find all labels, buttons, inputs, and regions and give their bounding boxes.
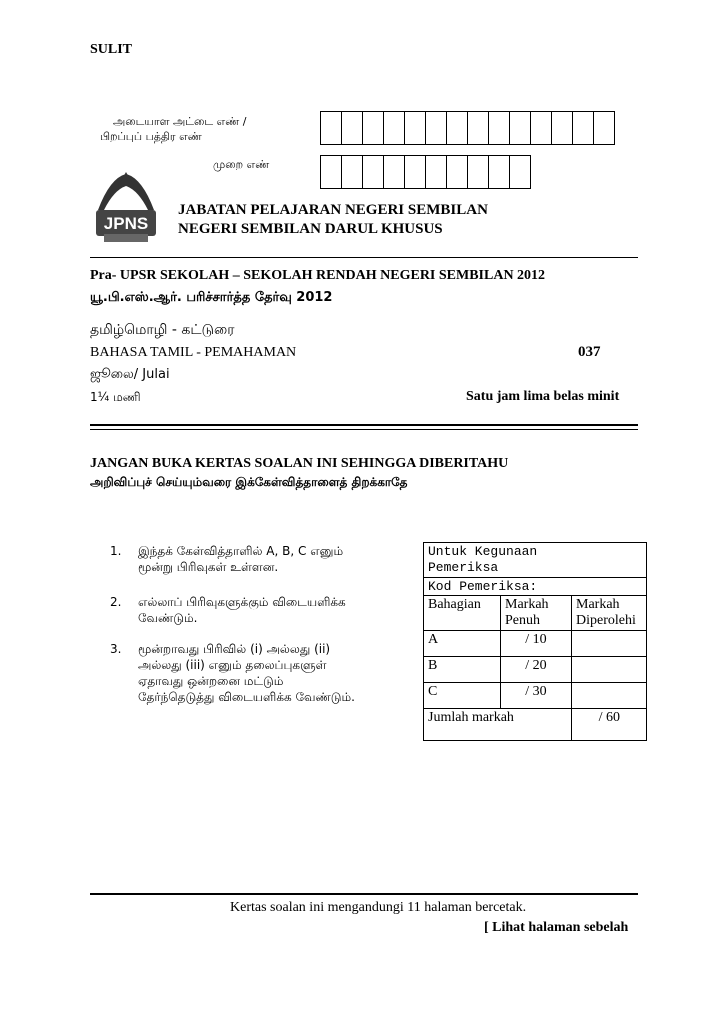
warning-tamil: அறிவிப்புச் செய்யும்வரை இக்கேள்வித்தாளைத் திறக்காதே (90, 475, 408, 489)
column-header-obtained-2: Diperolehi (576, 613, 636, 628)
column-header-full-1: Markah (505, 597, 549, 612)
index-number-label: முறை எண் (213, 158, 270, 171)
instruction-number: 1. (110, 544, 122, 558)
examiner-title-2: Pemeriksa (428, 560, 499, 575)
exam-month: ஜூலை/ Julai (90, 367, 170, 382)
column-header-obtained-1: Markah (576, 597, 620, 612)
logo-text: JPNS (103, 214, 149, 233)
section-cell: C (424, 683, 501, 709)
candidate-id-label-2: பிறப்புப் பத்திர எண் (100, 130, 202, 143)
subject-malay: BAHASA TAMIL - PEMAHAMAN (90, 345, 297, 360)
double-rule-top (90, 424, 638, 426)
duration-text: Satu jam lima belas minit (466, 389, 620, 404)
candidate-id-label-1: அடையாள அட்டை எண் / (113, 115, 247, 128)
column-header-obtained (572, 596, 647, 631)
double-rule-bottom (90, 429, 638, 430)
instruction-line: தேர்ந்தெடுத்து விடையளிக்க வேண்டும். (138, 690, 355, 704)
column-header-full-marks (501, 596, 572, 631)
column-header-section: Bahagian (424, 596, 501, 631)
instruction-line: மூன்றாவது பிரிவில் (i) அல்லது (ii) (138, 642, 331, 656)
examiner-marks-table (423, 542, 647, 741)
instruction-line: மூன்று பிரிவுகள் உள்ளன. (138, 560, 279, 574)
instruction-line: இந்தக் கேள்வித்தாளில் A, B, C எனும் (138, 544, 344, 558)
obtained-marks-cell[interactable] (572, 683, 647, 709)
examiner-header (424, 543, 647, 578)
index-number-boxes[interactable] (320, 155, 531, 189)
column-header-full-2: Penuh (505, 613, 540, 628)
instruction-line: அல்லது (iii) எனும் தலைப்புகளுள் (138, 658, 327, 672)
sulit-label: SULIT (90, 42, 133, 57)
section-cell: B (424, 657, 501, 683)
jpns-logo (88, 168, 164, 248)
page-count-note: Kertas soalan ini mengandungi 11 halaman bercetak. (230, 900, 527, 915)
exam-title-tamil: யூ.பி.எஸ்.ஆர். பரிச்சார்த்த தேர்வு 2012 (90, 290, 333, 305)
examiner-code-field[interactable]: Kod Pemeriksa: (424, 578, 647, 596)
exam-title-malay: Pra- UPSR SEKOLAH – SEKOLAH RENDAH NEGERI SEMBILAN 2012 (90, 268, 546, 283)
full-marks-cell: / 30 (501, 683, 572, 709)
table-row (424, 683, 647, 709)
subject-tamil: தமிழ்மொழி - கட்டுரை (90, 322, 235, 338)
instruction-1 (110, 543, 343, 575)
footer-divider (90, 893, 638, 895)
obtained-marks-cell[interactable] (572, 657, 647, 683)
full-marks-cell: / 10 (501, 631, 572, 657)
department-name (178, 201, 488, 239)
instruction-line: எல்லாப் பிரிவுகளுக்கும் விடையளிக்க (138, 595, 346, 609)
examiner-title-1: Untuk Kegunaan (428, 544, 538, 559)
department-line-1: JABATAN PELAJARAN NEGERI SEMBILAN (178, 202, 488, 218)
table-row (424, 657, 647, 683)
full-marks-cell: / 20 (501, 657, 572, 683)
instruction-number: 3. (110, 642, 122, 656)
instruction-3 (110, 641, 355, 705)
instruction-number: 2. (110, 595, 122, 609)
header-divider (90, 257, 638, 258)
duration-short: 1¼ மணி (90, 390, 141, 404)
instruction-2 (110, 594, 346, 626)
next-page-note: [ Lihat halaman sebelah (484, 920, 629, 935)
warning-malay: JANGAN BUKA KERTAS SOALAN INI SEHINGGA DIBERITAHU (90, 456, 509, 471)
candidate-id-boxes[interactable] (320, 111, 615, 145)
obtained-marks-cell[interactable] (572, 631, 647, 657)
section-cell: A (424, 631, 501, 657)
total-value: / 60 (572, 709, 647, 741)
total-row (424, 709, 647, 741)
department-line-2: NEGERI SEMBILAN DARUL KHUSUS (178, 221, 443, 237)
subject-code: 037 (578, 344, 601, 360)
instruction-line: வேண்டும். (138, 611, 198, 625)
instruction-line: ஏதாவது ஒன்றனை மட்டும் (138, 674, 284, 688)
table-row (424, 631, 647, 657)
total-label: Jumlah markah (424, 709, 572, 741)
